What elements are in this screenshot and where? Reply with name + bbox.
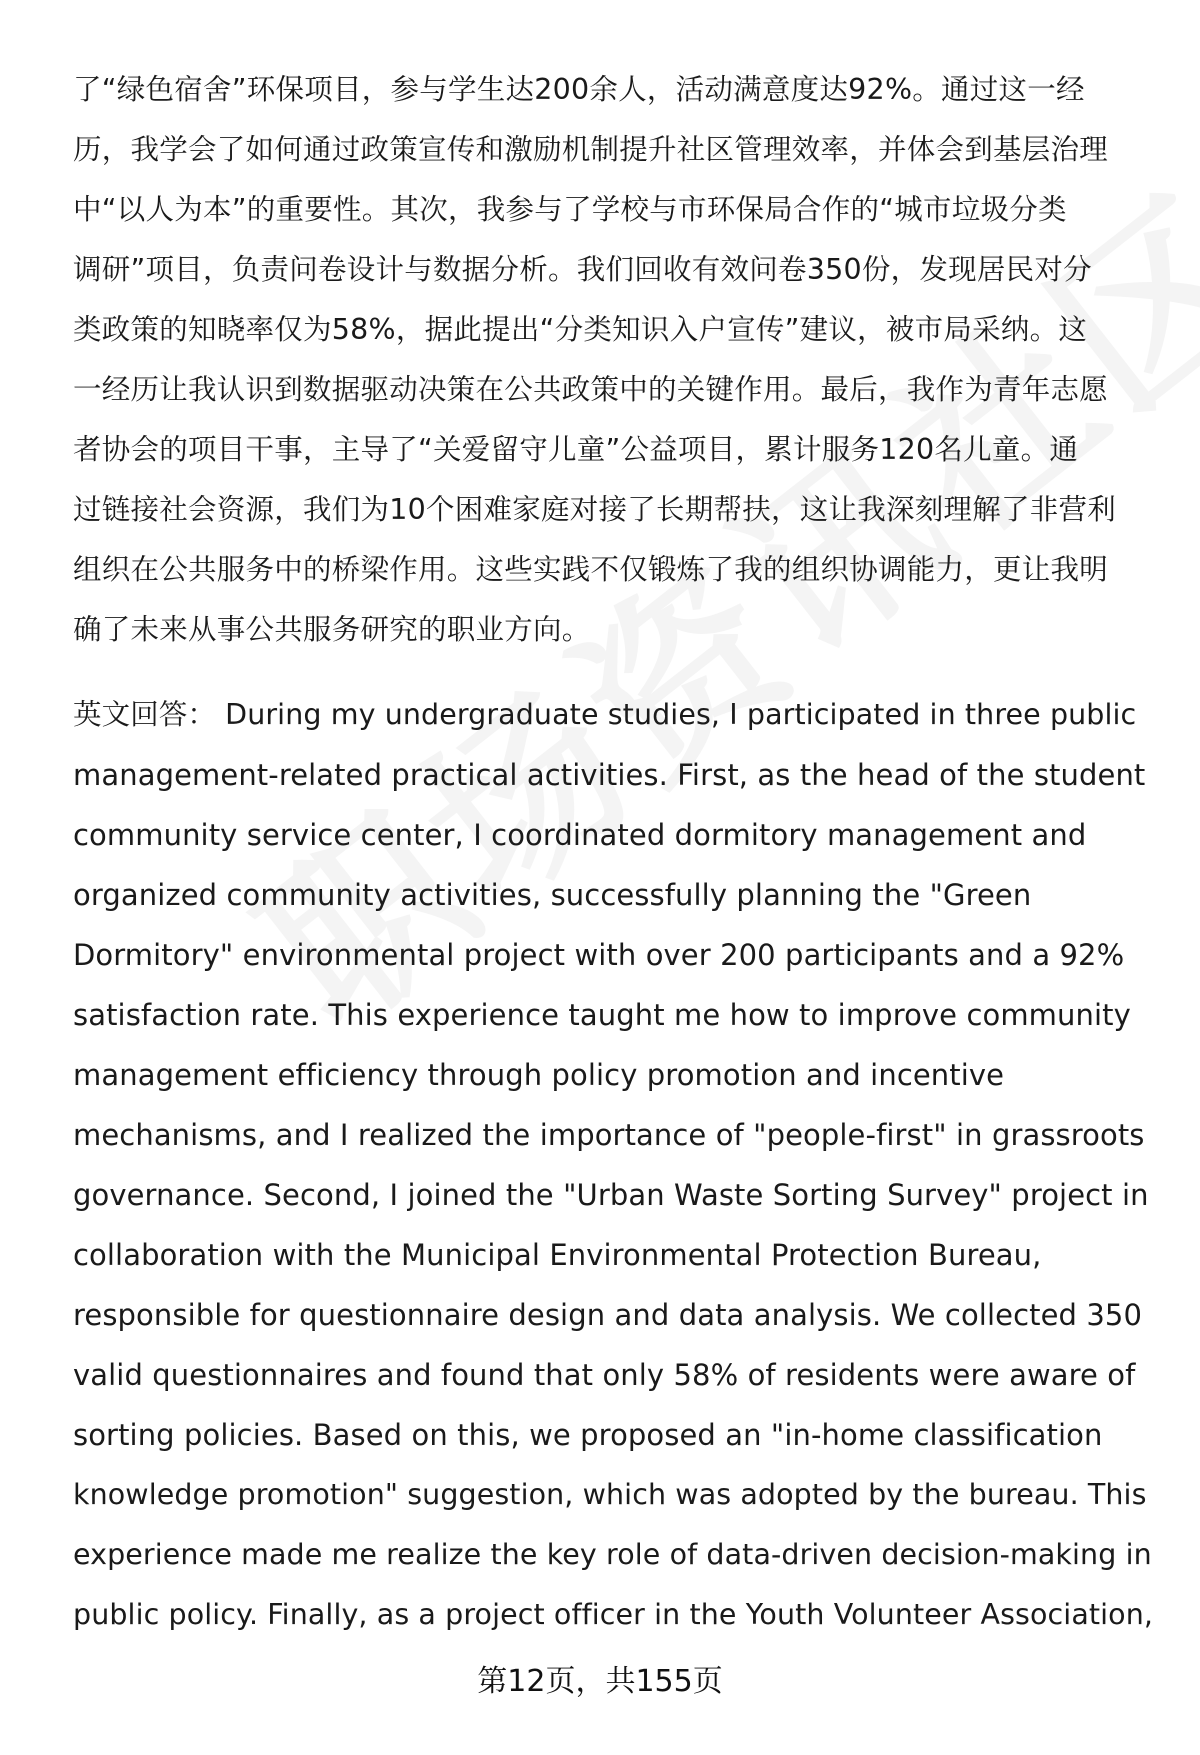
paragraph-line: collaboration with the Municipal Environmental Protection Bureau, (73, 1238, 1042, 1272)
paragraph-line: management-related practical activities. First, as the head of the student (73, 758, 1146, 792)
paragraph-line: 调研”项目，负责问卷设计与数据分析。我们回收有效问卷350份，发现居民对分 (73, 253, 1092, 286)
paragraph-line: knowledge promotion" suggestion, which was adopted by the bureau. This (73, 1478, 1147, 1511)
paragraph-line: 确了未来从事公共服务研究的职业方向。 (73, 613, 591, 646)
english-answer-paragraph (73, 685, 1153, 1645)
paragraph-line: 中“以人为本”的重要性。其次，我参与了学校与市环保局合作的“城市垃圾分类 (73, 193, 1067, 226)
paragraph-line: governance. Second, I joined the "Urban Waste Sorting Survey" project in (73, 1178, 1149, 1212)
paragraph-spacer (73, 660, 1153, 685)
page-content (73, 60, 1153, 1645)
paragraph-line: 英文回答： During my undergraduate studies, I participated in three public (73, 698, 1137, 731)
paragraph-line: 历，我学会了如何通过政策宣传和激励机制提升社区管理效率，并体会到基层治理 (73, 133, 1109, 166)
paragraph-line: 者协会的项目干事，主导了“关爱留守儿童”公益项目，累计服务120名儿童。通 (73, 433, 1079, 466)
paragraph-line: Dormitory" environmental project with over 200 participants and a 92% (73, 938, 1125, 972)
paragraph-line: management efficiency through policy promotion and incentive (73, 1058, 1005, 1092)
page-number: 第12页，共155页 (477, 1664, 723, 1699)
paragraph-line: 过链接社会资源，我们为10个困难家庭对接了长期帮扶，这让我深刻理解了非营利 (73, 493, 1117, 526)
paragraph-line: experience made me realize the key role of data-driven decision-making in (73, 1538, 1152, 1571)
paragraph-line: responsible for questionnaire design and data analysis. We collected 350 (73, 1298, 1142, 1332)
paragraph-line: 组织在公共服务中的桥梁作用。这些实践不仅锻炼了我的组织协调能力，更让我明 (73, 553, 1109, 586)
chinese-paragraph (73, 60, 1153, 660)
paragraph-line: 了“绿色宿舍”环保项目，参与学生达200余人，活动满意度达92%。通过这一经 (73, 73, 1085, 106)
paragraph-line: organized community activities, successfully planning the "Green (73, 878, 1032, 912)
paragraph-line: sorting policies. Based on this, we proposed an "in-home classification (73, 1418, 1103, 1452)
paragraph-line: valid questionnaires and found that only 58% of residents were aware of (73, 1358, 1136, 1392)
paragraph-line: satisfaction rate. This experience taught me how to improve community (73, 998, 1131, 1032)
paragraph-line: public policy. Finally, as a project officer in the Youth Volunteer Association, (73, 1598, 1154, 1631)
paragraph-line: community service center, I coordinated dormitory management and (73, 818, 1087, 852)
paragraph-line: 一经历让我认识到数据驱动决策在公共政策中的关键作用。最后，我作为青年志愿 (73, 373, 1109, 406)
paragraph-line: 类政策的知晓率仅为58%，据此提出“分类知识入户宣传”建议，被市局采纳。这 (73, 313, 1088, 346)
paragraph-line: mechanisms, and I realized the importance of "people-first" in grassroots (73, 1118, 1145, 1152)
